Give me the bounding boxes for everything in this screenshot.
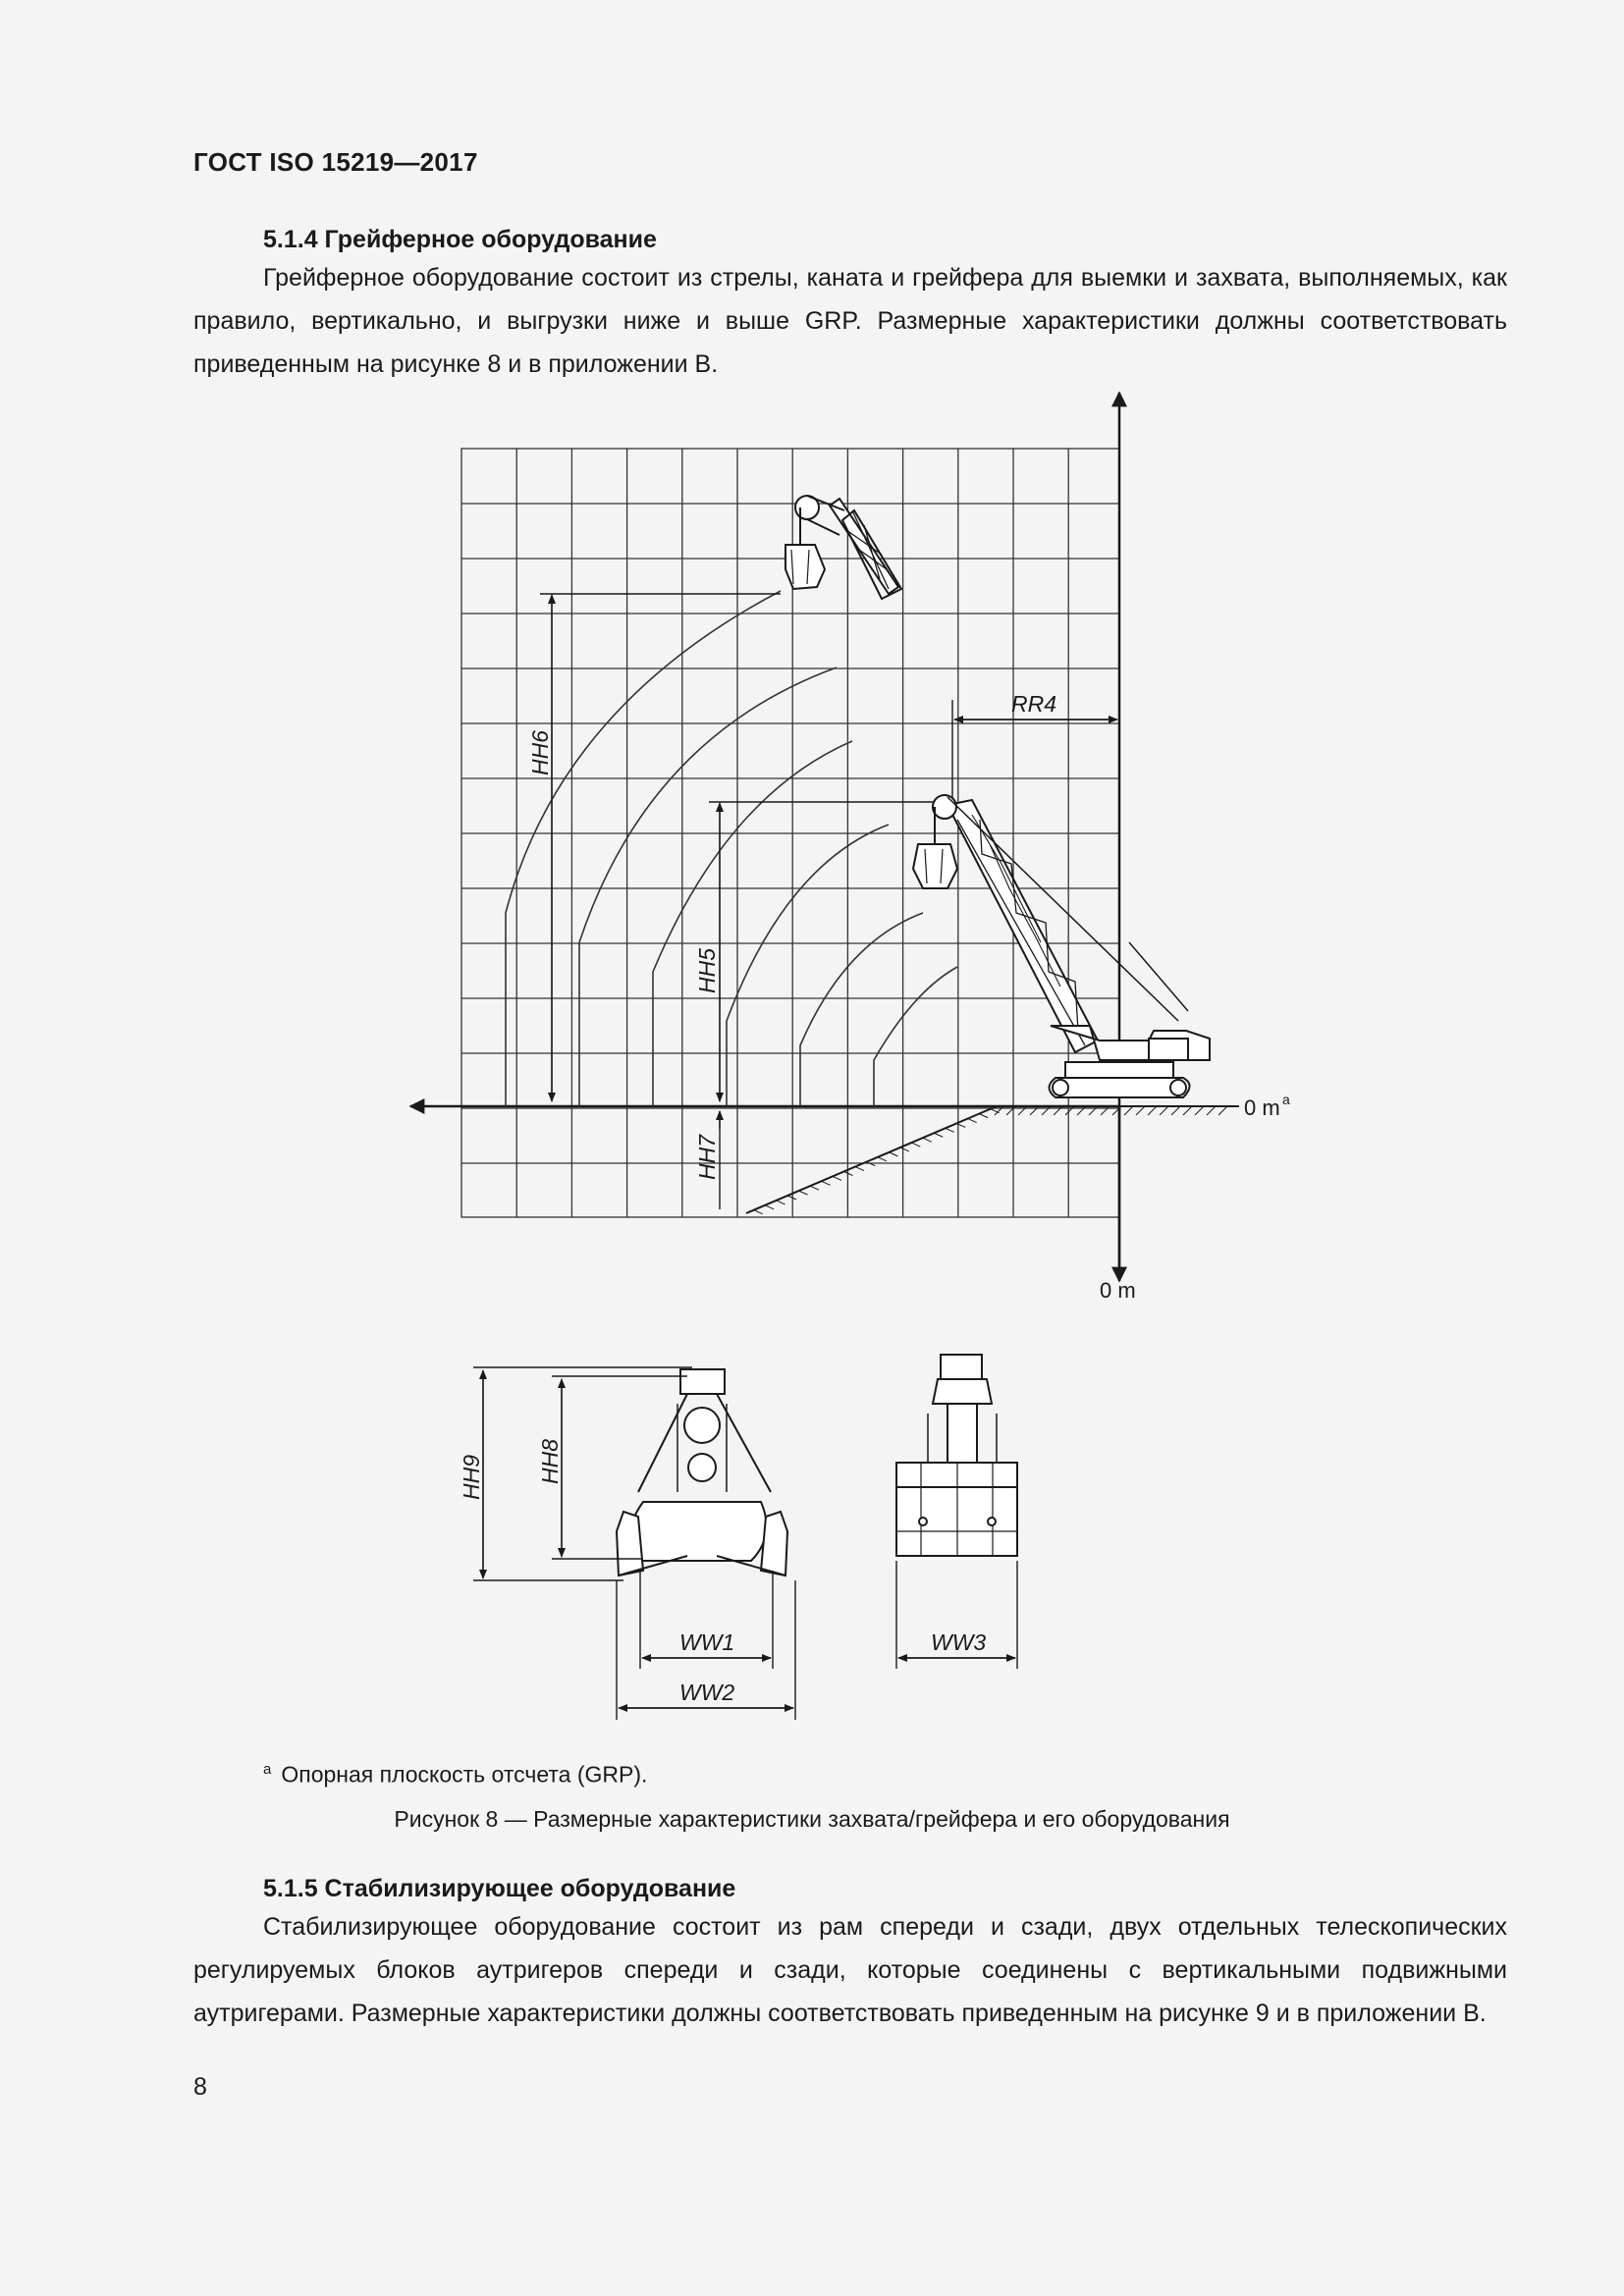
section-title-5-1-4: 5.1.4 Грейферное оборудование: [263, 226, 657, 253]
label-hh8: HH8: [537, 1438, 563, 1484]
label-hh6: HH6: [527, 729, 553, 775]
section-title-5-1-5: 5.1.5 Стабилизирующее оборудование: [263, 1875, 736, 1902]
figure-caption: Рисунок 8 — Размерные характеристики захвата/грейфера и его оборудования: [394, 1806, 1230, 1832]
document-header: ГОСТ ISO 15219—2017: [193, 147, 478, 177]
paragraph-text: Стабилизирующее оборудование состоит из рам спереди и сзади, двух отдельных телескопических регулируемых блоков аутригеров спереди и сзади, которые соединены с вертикальными подвижными аутригерами. Размерные характеристики должны соответствовать приведенным на рисунке 9 и в приложении В.: [193, 1913, 1507, 2027]
figure-footnote: [263, 1761, 647, 1789]
label-ground-note: a: [1282, 1092, 1290, 1107]
label-ww2: WW2: [679, 1680, 735, 1705]
label-ww3: WW3: [931, 1629, 987, 1655]
label-ground-zero: 0 m: [1244, 1095, 1280, 1120]
section-paragraph-5-1-5: [193, 1905, 1507, 2035]
label-axis-zero: 0 m: [1100, 1278, 1136, 1303]
label-ww1: WW1: [679, 1629, 735, 1655]
upper-boom-with-grab: [785, 496, 901, 599]
label-hh7: HH7: [694, 1134, 720, 1180]
label-hh9: HH9: [459, 1454, 484, 1500]
label-rr4: RR4: [1011, 691, 1057, 717]
ground-slope: [746, 1106, 1000, 1214]
page-number: 8: [193, 2073, 207, 2101]
label-hh5: HH5: [694, 947, 720, 993]
grab-side-view: [896, 1355, 1017, 1556]
footnote-mark: a: [263, 1761, 272, 1778]
footnote-text: Опорная плоскость отсчета (GRP).: [281, 1761, 648, 1788]
grab-front-view: [617, 1369, 787, 1575]
paragraph-text: Грейферное оборудование состоит из стрелы, каната и грейфера для выемки и захвата, выполняемых, как правило, вертикально, и выгрузки ниже и выше GRP. Размерные характеристики должны соответствовать приведенным на рисунке 8 и в приложении В.: [193, 264, 1507, 378]
